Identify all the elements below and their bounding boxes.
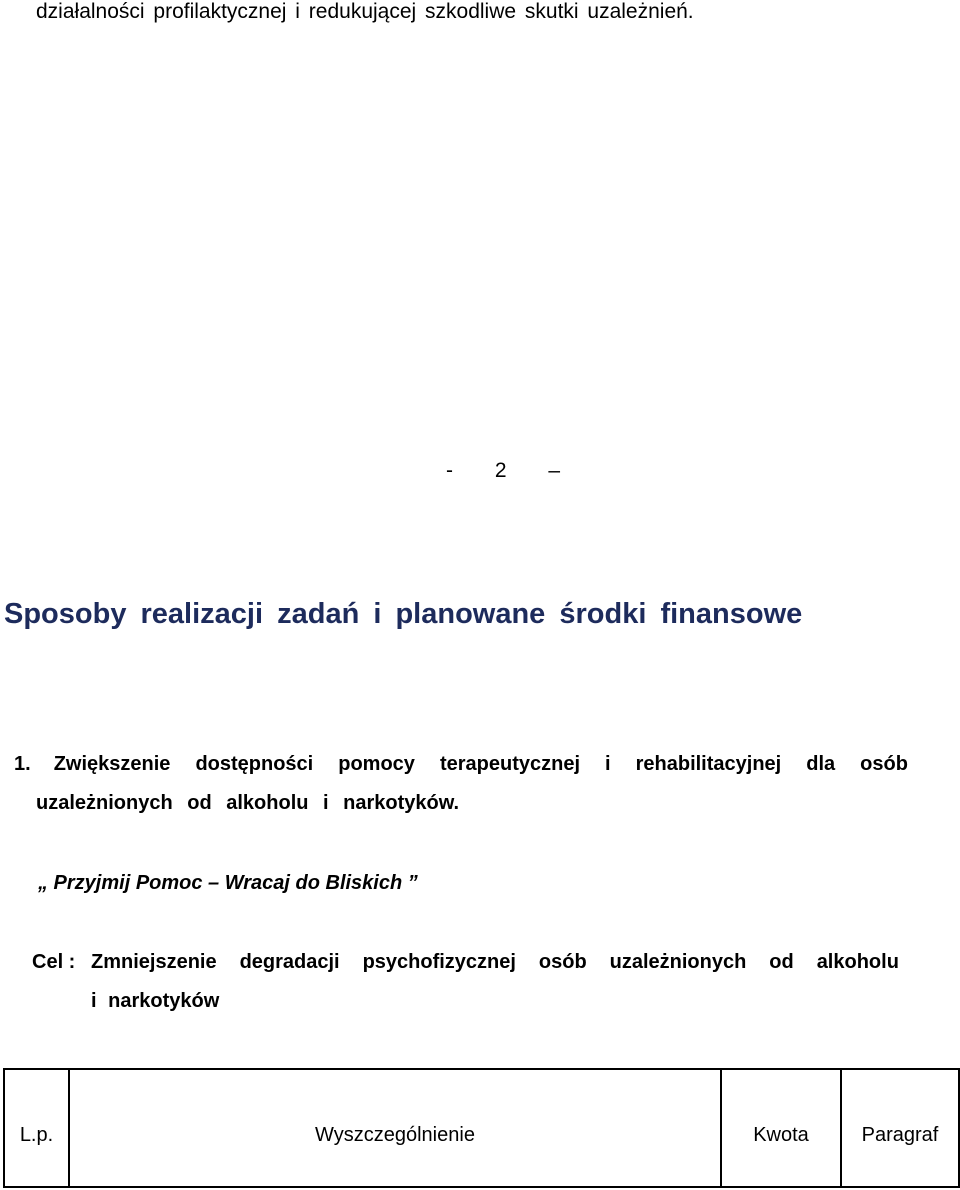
goal-label: Cel : xyxy=(32,951,76,973)
goal-word: osób xyxy=(538,951,587,973)
goal-word: degradacji xyxy=(239,951,340,973)
goal-word: uzależnionych xyxy=(609,951,747,973)
continued-paragraph-line: działalności profilaktycznej i redukującej szkodliwe skutki uzależnień. xyxy=(36,0,694,23)
section-title: Sposoby realizacji zadań i planowane środki finansowe xyxy=(4,598,803,630)
column-header-lp: L.p. xyxy=(4,1069,69,1187)
point-word: rehabilitacyjnej xyxy=(635,753,782,775)
point-word: dla xyxy=(806,753,836,775)
goal-word: od xyxy=(769,951,794,973)
column-header-paragraph: Paragraf xyxy=(841,1069,959,1187)
goal-line-2: i narkotyków xyxy=(91,990,220,1012)
column-header-description: Wyszczególnienie xyxy=(69,1069,721,1187)
table-header-row xyxy=(4,1069,959,1187)
point-word: osób xyxy=(860,753,908,775)
point-1-line-1 xyxy=(14,752,908,776)
page-number: - 2 – xyxy=(446,459,561,482)
goal-word: psychofizycznej xyxy=(362,951,516,973)
goal-word: alkoholu xyxy=(816,951,899,973)
program-name: „ Przyjmij Pomoc – Wracaj do Bliskich ” xyxy=(38,872,418,894)
point-number: 1. xyxy=(14,753,31,775)
point-word: Zwiększenie xyxy=(53,753,171,775)
point-word: terapeutycznej xyxy=(439,753,581,775)
point-word: dostępności xyxy=(195,753,314,775)
point-1-line-2: uzależnionych od alkoholu i narkotyków. xyxy=(36,792,460,814)
goal-word: Zmniejszenie xyxy=(91,951,217,973)
goal-line-1 xyxy=(91,950,899,974)
column-header-amount: Kwota xyxy=(721,1069,841,1187)
point-word: i xyxy=(605,753,611,775)
budget-table xyxy=(3,1068,960,1188)
point-word: pomocy xyxy=(338,753,415,775)
